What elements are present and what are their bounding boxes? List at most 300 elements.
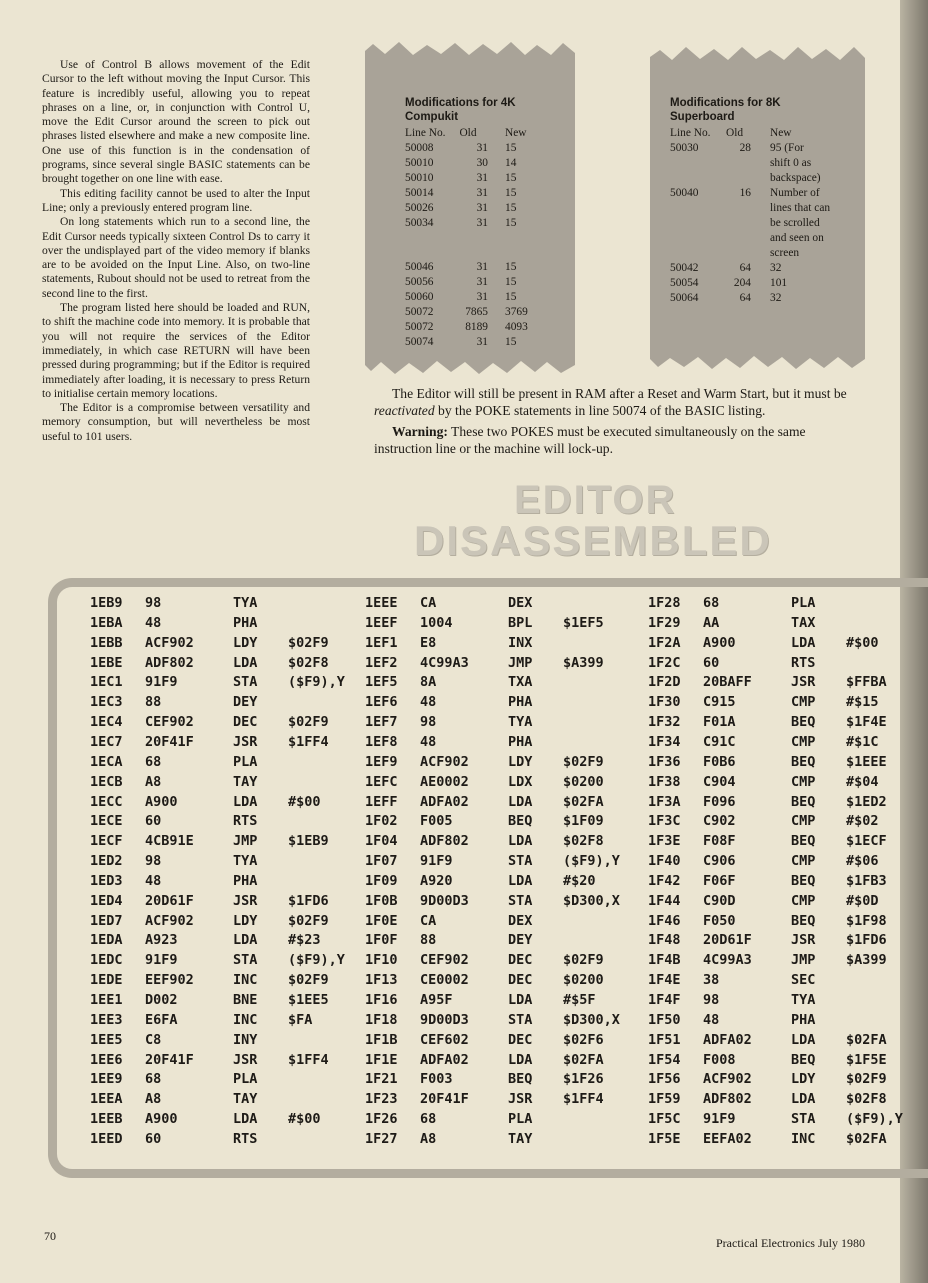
cell-new: Number of <box>770 187 820 199</box>
address: 1EC4 <box>90 714 123 731</box>
hex-bytes: ADFA02 <box>703 1031 752 1048</box>
hex-bytes: F08F <box>703 833 736 850</box>
operand: $1F09 <box>563 813 604 830</box>
opcode: BEQ <box>791 872 816 889</box>
opcode: INY <box>233 1031 258 1048</box>
address: 1EF8 <box>365 733 398 750</box>
hex-bytes: 1004 <box>420 614 453 631</box>
opcode: JSR <box>791 932 816 949</box>
cell-old: 31 <box>476 172 488 184</box>
header-new: New <box>770 127 792 139</box>
address: 1F48 <box>648 932 681 949</box>
opcode: TXA <box>508 674 533 691</box>
operand: $FFBA <box>846 674 887 691</box>
address: 1F4E <box>648 972 681 989</box>
operand: #$00 <box>288 793 321 810</box>
address: 1ECB <box>90 773 123 790</box>
hex-bytes: C90D <box>703 892 736 909</box>
address: 1F21 <box>365 1071 398 1088</box>
address: 1F59 <box>648 1091 681 1108</box>
heading-editor: EDITOR <box>514 478 677 522</box>
hex-bytes: 88 <box>145 694 162 711</box>
hex-bytes: ACF902 <box>420 753 469 770</box>
cell-new: and seen on <box>770 232 824 244</box>
listing-column <box>90 595 370 1165</box>
address: 1EFC <box>365 773 398 790</box>
address: 1EDE <box>90 972 123 989</box>
opcode: CMP <box>791 853 816 870</box>
address: 1EF1 <box>365 634 398 651</box>
opcode: LDA <box>508 992 533 1008</box>
hex-bytes: EEFA02 <box>703 1130 752 1147</box>
opcode: SEC <box>791 972 816 989</box>
hex-bytes: CEF602 <box>420 1031 469 1048</box>
hex-bytes: A8 <box>420 1130 437 1147</box>
hex-bytes: A900 <box>703 634 736 651</box>
opcode: STA <box>233 674 258 691</box>
operand: #$00 <box>288 1111 321 1128</box>
cell-old: 64 <box>739 262 751 274</box>
address: 1ED7 <box>90 912 123 929</box>
hex-bytes: 9D00D3 <box>420 1011 469 1028</box>
operand: $1FB3 <box>846 872 887 889</box>
hex-bytes: CE0002 <box>420 972 469 989</box>
operand: $1EE5 <box>288 992 329 1008</box>
cell-new: 15 <box>505 291 517 303</box>
torn-edge <box>365 39 575 57</box>
opcode: DEC <box>508 972 533 989</box>
operand: $02FA <box>846 1130 887 1147</box>
address: 1EBE <box>90 654 123 671</box>
opcode: LDA <box>508 833 533 850</box>
opcode: DEC <box>233 714 258 731</box>
paragraph: On long statements which run to a second line, the Edit Cursor needs typically sixteen Control Ds to carry it over the undisplayed part of the video memory if blanks are to be avoided on the Input Line. Also, on two-line statements, Rubout should not be used to retreat from the second line to the first. <box>42 215 310 300</box>
opcode: PLA <box>791 595 816 611</box>
address: 1F4F <box>648 992 681 1008</box>
address: 1EB9 <box>90 595 123 611</box>
cell-old: 30 <box>476 157 488 169</box>
table-row-cont <box>650 171 865 186</box>
opcode: CMP <box>791 773 816 790</box>
address: 1ECF <box>90 833 123 850</box>
table-header <box>650 126 865 141</box>
torn-edge <box>650 44 865 62</box>
address: 1F32 <box>648 714 681 731</box>
hex-bytes: C91C <box>703 733 736 750</box>
cell-old: 204 <box>733 277 751 289</box>
address: 1F30 <box>648 694 681 711</box>
opcode: PHA <box>233 614 258 631</box>
operand: $02F9 <box>288 634 329 651</box>
hex-bytes: 68 <box>703 595 720 611</box>
opcode: PLA <box>508 1111 533 1128</box>
header-old: Old <box>726 127 744 139</box>
page-number: 70 <box>44 1229 56 1243</box>
address: 1EF7 <box>365 714 398 731</box>
box-subtitle: Superboard <box>670 111 735 123</box>
opcode: INC <box>791 1130 816 1147</box>
opcode: INC <box>233 1011 258 1028</box>
hex-bytes: F008 <box>703 1051 736 1068</box>
cell-line: 50072 <box>405 321 434 333</box>
opcode: STA <box>508 853 533 870</box>
address: 1ED2 <box>90 853 123 870</box>
address: 1EBA <box>90 614 123 631</box>
hex-bytes: C906 <box>703 853 736 870</box>
cell-new: 4093 <box>505 321 528 333</box>
article-left-column <box>42 58 310 444</box>
address: 1F3E <box>648 833 681 850</box>
hex-bytes: C902 <box>703 813 736 830</box>
operand: $D300,X <box>563 1011 620 1028</box>
hex-bytes: 20BAFF <box>703 674 752 691</box>
table-row-cont <box>650 231 865 246</box>
warning-text: These two POKES must be executed simultaneously on the same instruction line or the machine will lock-up. <box>374 423 806 457</box>
operand: $1F5E <box>846 1051 887 1068</box>
cell-line: 50030 <box>670 142 699 154</box>
address: 1F4B <box>648 952 681 969</box>
hex-bytes: A900 <box>145 1111 178 1128</box>
reactivation-note <box>374 385 856 458</box>
address: 1F3A <box>648 793 681 810</box>
operand: #$0D <box>846 892 879 909</box>
hex-bytes: ADF802 <box>703 1091 752 1108</box>
operand: ($F9),Y <box>288 952 345 969</box>
address: 1ECA <box>90 753 123 770</box>
hex-bytes: 9D00D3 <box>420 892 469 909</box>
header-line-no: Line No. <box>670 127 711 139</box>
hex-bytes: AE0002 <box>420 773 469 790</box>
operand: $1F98 <box>846 912 887 929</box>
hex-bytes: ADFA02 <box>420 1051 469 1068</box>
opcode: TYA <box>233 595 258 611</box>
note-emphasis: reactivated <box>374 403 435 419</box>
operand: $A399 <box>846 952 887 969</box>
table-header <box>365 126 575 141</box>
publication-footer: Practical Electronics July 1980 <box>716 1236 865 1250</box>
cell-line: 50014 <box>405 187 434 199</box>
opcode: STA <box>791 1111 816 1128</box>
opcode: BEQ <box>791 793 816 810</box>
address: 1EF9 <box>365 753 398 770</box>
hex-bytes: 20F41F <box>145 1051 194 1068</box>
paragraph: The program listed here should be loaded and RUN, to shift the machine code into memory. It is probable that you will not require the services of the Editor immediately, in which case RETURN will have been pressed during programming; but if the Editor is required immediately after loading, it is necessary to press Return to initialise certain memory locations. <box>42 301 310 400</box>
hex-bytes: 91F9 <box>145 952 178 969</box>
operand: #$02 <box>846 813 879 830</box>
hex-bytes: C904 <box>703 773 736 790</box>
address: 1F54 <box>648 1051 681 1068</box>
cell-new: 15 <box>505 187 517 199</box>
hex-bytes: 98 <box>420 714 437 731</box>
header-old: Old <box>459 127 477 139</box>
hex-bytes: ACF902 <box>703 1071 752 1088</box>
hex-bytes: 48 <box>420 733 437 750</box>
cell-new: 15 <box>505 142 517 154</box>
address: 1F04 <box>365 833 398 850</box>
cell-line: 50010 <box>405 172 434 184</box>
note-text: by the POKE statements in line 50074 of the BASIC listing. <box>434 403 766 419</box>
operand: $1ED2 <box>846 793 887 810</box>
cell-new: 15 <box>505 276 517 288</box>
operand: $02F9 <box>563 952 604 969</box>
hex-bytes: 20F41F <box>145 733 194 750</box>
address: 1EE5 <box>90 1031 123 1048</box>
opcode: JSR <box>233 1051 258 1068</box>
table-row <box>650 186 865 201</box>
operand: $FA <box>288 1011 313 1028</box>
address: 1F27 <box>365 1130 398 1147</box>
hex-bytes: 38 <box>703 972 720 989</box>
cell-line: 50056 <box>405 276 434 288</box>
hex-bytes: F0B6 <box>703 753 736 770</box>
opcode: LDX <box>508 773 533 790</box>
address: 1F28 <box>648 595 681 611</box>
table-row <box>650 276 865 291</box>
opcode: LDA <box>791 1091 816 1108</box>
address: 1EE6 <box>90 1051 123 1068</box>
address: 1F51 <box>648 1031 681 1048</box>
address: 1EEF <box>365 614 398 631</box>
address: 1EF5 <box>365 674 398 691</box>
opcode: LDA <box>233 1111 258 1128</box>
header-line-no: Line No. <box>405 127 446 139</box>
address: 1F36 <box>648 753 681 770</box>
address: 1EFF <box>365 793 398 810</box>
cell-new: shift 0 as <box>770 157 812 169</box>
address: 1F29 <box>648 614 681 631</box>
hex-bytes: 20D61F <box>145 892 194 909</box>
opcode: LDA <box>233 932 258 949</box>
cell-new: screen <box>770 247 800 259</box>
hex-bytes: 98 <box>703 992 720 1008</box>
address: 1F23 <box>365 1091 398 1108</box>
address: 1F56 <box>648 1071 681 1088</box>
address: 1EEE <box>365 595 398 611</box>
operand: $02FA <box>563 1051 604 1068</box>
opcode: BEQ <box>791 833 816 850</box>
heading-disassembled: DISASSEMBLED <box>414 517 772 564</box>
opcode: LDY <box>508 753 533 770</box>
opcode: CMP <box>791 892 816 909</box>
cell-new: 32 <box>770 262 782 274</box>
opcode: DEC <box>508 952 533 969</box>
address: 1F1E <box>365 1051 398 1068</box>
cell-new: 15 <box>505 217 517 229</box>
cell-old: 31 <box>476 142 488 154</box>
opcode: LDY <box>233 912 258 929</box>
opcode: BEQ <box>791 714 816 731</box>
address: 1F40 <box>648 853 681 870</box>
operand: $0200 <box>563 972 604 989</box>
opcode: LDA <box>508 872 533 889</box>
opcode: LDA <box>233 793 258 810</box>
address: 1EF6 <box>365 694 398 711</box>
operand: $1FF4 <box>288 733 329 750</box>
opcode: TAY <box>508 1130 533 1147</box>
hex-bytes: 91F9 <box>703 1111 736 1128</box>
hex-bytes: 20D61F <box>703 932 752 949</box>
hex-bytes: D002 <box>145 992 178 1008</box>
hex-bytes: F005 <box>420 813 453 830</box>
operand: $0200 <box>563 773 604 790</box>
cell-line: 50042 <box>670 262 699 274</box>
cell-old: 31 <box>476 217 488 229</box>
hex-bytes: 60 <box>145 1130 162 1147</box>
operand: $1F4E <box>846 714 887 731</box>
operand: #$15 <box>846 694 879 711</box>
address: 1F16 <box>365 992 398 1008</box>
operand: #$06 <box>846 853 879 870</box>
cell-old: 64 <box>739 292 751 304</box>
operand: $1EB9 <box>288 833 329 850</box>
hex-bytes: 68 <box>145 753 162 770</box>
paragraph: The Editor is a compromise between versatility and memory consumption, but will nevertheless be most useful to 101 users. <box>42 401 310 443</box>
cell-line: 50060 <box>405 291 434 303</box>
address: 1F13 <box>365 972 398 989</box>
operand: $02F9 <box>288 714 329 731</box>
cell-new: 15 <box>505 261 517 273</box>
address: 1F10 <box>365 952 398 969</box>
opcode: BEQ <box>791 753 816 770</box>
opcode: TAY <box>233 773 258 790</box>
address: 1F02 <box>365 813 398 830</box>
operand: $1ECF <box>846 833 887 850</box>
cell-old: 28 <box>739 142 751 154</box>
table-row-cont <box>650 201 865 216</box>
operand: $1FF4 <box>563 1091 604 1108</box>
hex-bytes: CEF902 <box>145 714 194 731</box>
operand: #$1C <box>846 733 879 750</box>
operand: #$20 <box>563 872 596 889</box>
table-row <box>365 141 575 156</box>
cell-new: 101 <box>770 277 788 289</box>
operand: ($F9),Y <box>563 853 620 870</box>
operand: $1FF4 <box>288 1051 329 1068</box>
hex-bytes: CA <box>420 912 437 929</box>
hex-bytes: A900 <box>145 793 178 810</box>
opcode: TYA <box>508 714 533 731</box>
hex-bytes: 91F9 <box>145 674 178 691</box>
opcode: JMP <box>233 833 258 850</box>
hex-bytes: F050 <box>703 912 736 929</box>
opcode: CMP <box>791 733 816 750</box>
opcode: PHA <box>508 694 533 711</box>
address: 1EE1 <box>90 992 123 1008</box>
hex-bytes: 91F9 <box>420 853 453 870</box>
operand: $02F6 <box>563 1031 604 1048</box>
operand: #$04 <box>846 773 879 790</box>
opcode: LDA <box>508 1051 533 1068</box>
note-text: The Editor will still be present in RAM after a Reset and Warm Start, but it must be <box>392 386 847 401</box>
opcode: PLA <box>233 753 258 770</box>
cell-new: 14 <box>505 157 517 169</box>
opcode: INX <box>508 634 533 651</box>
table-row <box>365 335 575 350</box>
address: 1F3C <box>648 813 681 830</box>
operand: $1EEE <box>846 753 887 770</box>
hex-bytes: F06F <box>703 872 736 889</box>
hex-bytes: C915 <box>703 694 736 711</box>
cell-line: 50034 <box>405 217 434 229</box>
hex-bytes: A923 <box>145 932 178 949</box>
address: 1EBB <box>90 634 123 651</box>
operand: #$5F <box>563 992 596 1008</box>
opcode: BEQ <box>791 912 816 929</box>
cell-line: 50074 <box>405 336 434 348</box>
operand: $02F8 <box>288 654 329 671</box>
table-row <box>365 290 575 305</box>
opcode: TAX <box>791 614 816 631</box>
address: 1F0B <box>365 892 398 909</box>
address: 1EDC <box>90 952 123 969</box>
table-row <box>650 261 865 276</box>
hex-bytes: 98 <box>145 853 162 870</box>
cell-old: 31 <box>476 276 488 288</box>
cell-old: 8189 <box>465 321 488 333</box>
cell-old: 16 <box>739 187 751 199</box>
torn-edge <box>365 359 575 377</box>
hex-bytes: E8 <box>420 634 437 651</box>
address: 1F44 <box>648 892 681 909</box>
disassembly-listing <box>60 595 920 1165</box>
cell-old: 31 <box>476 202 488 214</box>
operand: $02F9 <box>846 1071 887 1088</box>
hex-bytes: A8 <box>145 1091 162 1108</box>
opcode: LDA <box>508 793 533 810</box>
address: 1EEA <box>90 1091 123 1108</box>
cell-new: lines that can <box>770 202 831 214</box>
box-subtitle: Compukit <box>405 111 459 123</box>
table-row <box>365 320 575 335</box>
opcode: JMP <box>508 654 533 671</box>
operand: $1FD6 <box>288 892 329 909</box>
cell-old: 31 <box>476 336 488 348</box>
hex-bytes: 68 <box>145 1071 162 1088</box>
address: 1F09 <box>365 872 398 889</box>
hex-bytes: F096 <box>703 793 736 810</box>
opcode: DEY <box>233 694 258 711</box>
opcode: PLA <box>233 1071 258 1088</box>
table-row-cont <box>650 156 865 171</box>
address: 1F0F <box>365 932 398 949</box>
hex-bytes: ACF902 <box>145 634 194 651</box>
opcode: BEQ <box>508 1071 533 1088</box>
opcode: CMP <box>791 694 816 711</box>
opcode: TYA <box>233 853 258 870</box>
hex-bytes: AA <box>703 614 720 631</box>
table-row <box>365 201 575 216</box>
address: 1EEB <box>90 1111 123 1128</box>
opcode: TAY <box>233 1091 258 1108</box>
hex-bytes: 68 <box>420 1111 437 1128</box>
box-title: Modifications for 8K <box>670 97 781 109</box>
operand: $D300,X <box>563 892 620 909</box>
operand: $02F8 <box>563 833 604 850</box>
opcode: TYA <box>791 992 816 1008</box>
hex-bytes: 8A <box>420 674 437 691</box>
operand: $02F9 <box>288 912 329 929</box>
hex-bytes: ADF802 <box>420 833 469 850</box>
hex-bytes: A8 <box>145 773 162 790</box>
opcode: PHA <box>233 872 258 889</box>
address: 1F26 <box>365 1111 398 1128</box>
opcode: LDY <box>791 1071 816 1088</box>
opcode: BEQ <box>791 1051 816 1068</box>
address: 1EC7 <box>90 733 123 750</box>
cell-new: 15 <box>505 202 517 214</box>
operand: ($F9),Y <box>288 674 345 691</box>
address: 1F0E <box>365 912 398 929</box>
